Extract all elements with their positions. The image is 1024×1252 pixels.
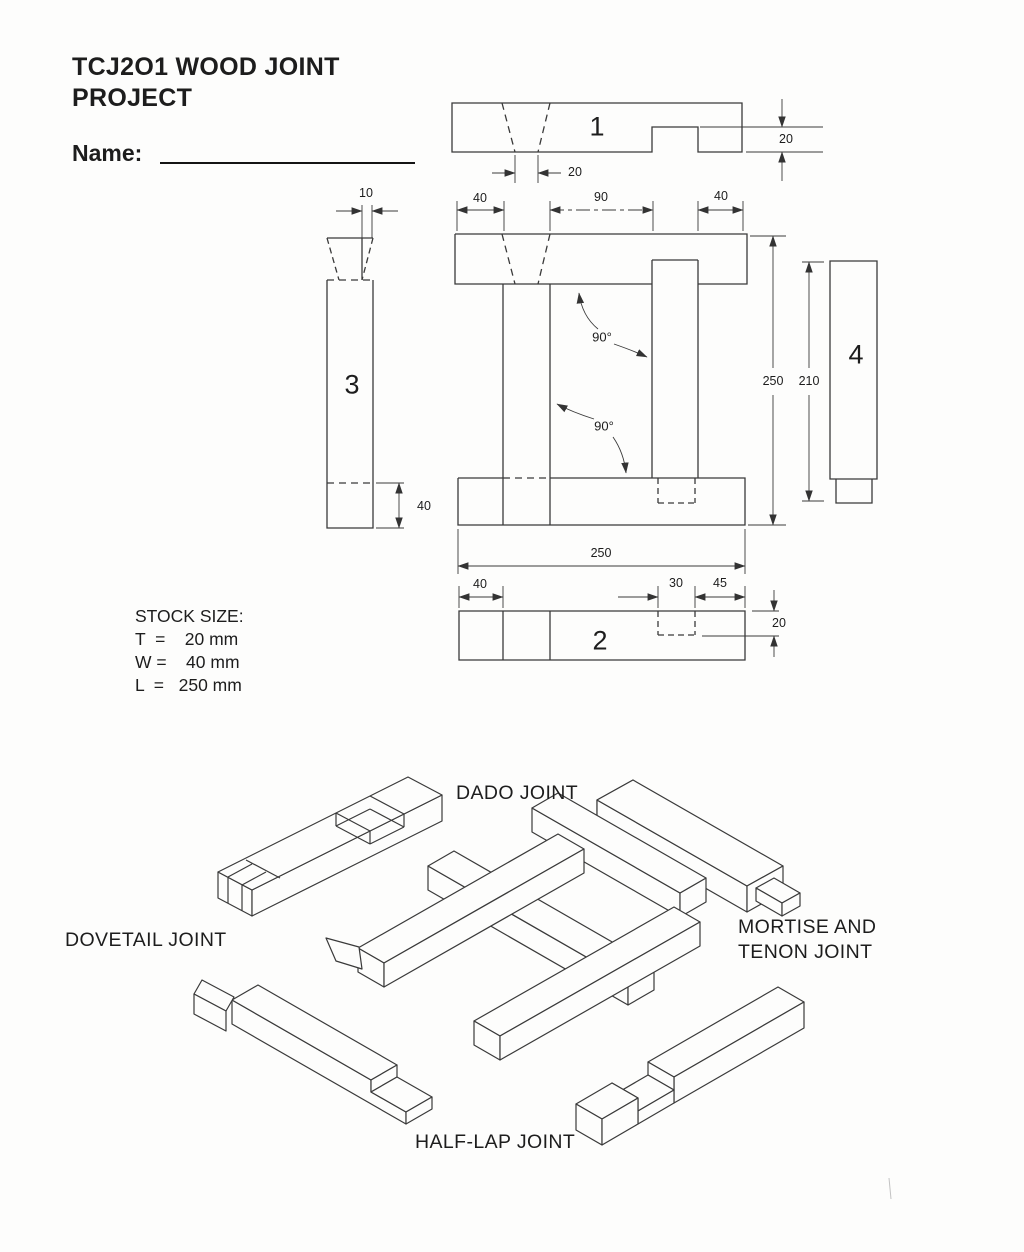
label-mortise-line1: MORTISE AND: [738, 916, 877, 938]
stock-heading: STOCK SIZE:: [135, 606, 244, 626]
dim-part2-depth-20: 20: [772, 616, 786, 630]
dim-asm-left-40: 40: [473, 191, 487, 205]
page-title-line1: TCJ2O1 WOOD JOINT: [72, 53, 340, 81]
assembly-dimensions: [457, 201, 786, 574]
name-blank-line: [160, 122, 415, 164]
scan-artifact: [889, 1178, 891, 1199]
label-half-lap-joint: HALF-LAP JOINT: [415, 1131, 576, 1153]
assembly-part4: [652, 260, 698, 478]
angle2-leader: [557, 404, 594, 419]
assembly-dovetail-pin: [326, 938, 362, 969]
dim-asm-right-40: 40: [714, 189, 728, 203]
stock-size-block: [135, 605, 244, 697]
iso-dovetail-piece: [194, 980, 432, 1124]
page-title: [72, 52, 340, 114]
part1-dimensions: [492, 99, 823, 183]
angle1-leader2: [614, 344, 647, 357]
dim-asm-width-250: 250: [590, 546, 612, 560]
part3-label: 3: [344, 369, 360, 400]
dim-asm-mid-90: 90: [594, 190, 608, 204]
assembly-top-board: [455, 234, 747, 284]
iso-dado-piece: [218, 777, 442, 916]
part4-label: 4: [848, 339, 864, 370]
label-mortise-line2: TENON JOINT: [738, 941, 873, 963]
assembly-drawing: [455, 234, 747, 525]
label-mortise-tenon-joint: [738, 915, 876, 965]
stock-width: W = 40 mm: [135, 652, 240, 672]
label-dado-joint: DADO JOINT: [456, 782, 579, 804]
stock-length: L = 250 mm: [135, 675, 242, 695]
part2-label: 2: [592, 625, 608, 656]
dim-part1-dado-depth: 20: [779, 132, 793, 146]
part1-dovetail-hidden-lines: [502, 103, 550, 152]
assembly-part3: [503, 284, 550, 525]
angle-90-lower: 90°: [594, 418, 614, 434]
assembly-bottom-board: [458, 478, 745, 525]
label-dovetail-joint: DOVETAIL JOINT: [65, 929, 227, 951]
dim-part2-end-45: 45: [713, 576, 727, 590]
stock-thickness: T = 20 mm: [135, 629, 239, 649]
assembly-mortise-hidden: [658, 478, 695, 503]
angle1-leader: [579, 293, 598, 329]
dim-part2-mortise-30: 30: [669, 576, 683, 590]
part3-pin-hidden: [327, 238, 373, 280]
part3-pin-top: [327, 238, 373, 280]
part2-dimensions: [459, 586, 779, 657]
dim-part4-length-210: 210: [798, 374, 820, 388]
dim-part3-lap-40: 40: [417, 499, 431, 513]
part1-label: 1: [589, 111, 605, 142]
part4-tenon: [836, 479, 872, 503]
dim-part1-socket-width: 20: [568, 165, 582, 179]
assembly-dovetail-hidden: [502, 234, 550, 284]
part3-outline: [327, 280, 373, 528]
part4-drawing: [830, 261, 877, 503]
part2-lap-lines: [503, 611, 550, 660]
angle-90-upper: 90°: [592, 329, 612, 345]
name-label: Name:: [72, 140, 143, 166]
page-title-line2: PROJECT: [72, 84, 193, 112]
part2-mortise-hidden: [658, 611, 695, 635]
dim-part3-pin-width: 10: [359, 186, 373, 200]
angle2-leader2: [613, 437, 626, 473]
dim-part2-left-40: 40: [473, 577, 487, 591]
part3-dimensions: [336, 205, 404, 528]
iso-half-lap-piece: [576, 987, 804, 1145]
dim-asm-height-250: 250: [762, 374, 784, 388]
